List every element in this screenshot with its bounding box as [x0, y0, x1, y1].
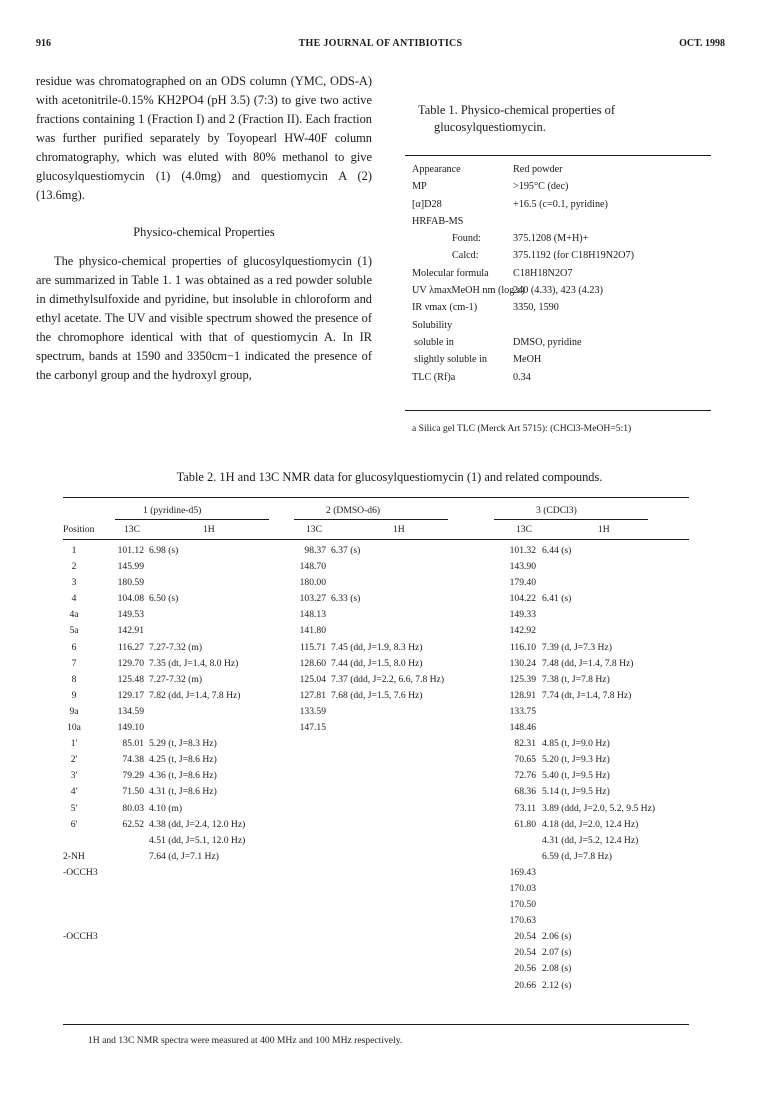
- table1-row: [412, 354, 712, 371]
- h1-cell: 7.44 (dd, J=1.5, 8.0 Hz): [331, 657, 423, 669]
- position-cell: 6: [71, 641, 77, 653]
- table1-property: soluble in: [414, 336, 454, 348]
- col-13c-3: 13C: [516, 524, 532, 535]
- h1-cell: 5.14 (t, J=9.5 Hz): [542, 786, 610, 798]
- table2-row: [63, 980, 689, 996]
- table1-row: [412, 302, 712, 319]
- c13-cell: 149.33: [509, 609, 536, 621]
- c13-cell: 129.70: [117, 657, 144, 669]
- table2-row: [63, 690, 689, 706]
- h1-cell: 4.51 (dd, J=5.1, 12.0 Hz): [149, 834, 246, 846]
- table1-property: TLC (Rf)a: [412, 371, 456, 383]
- h1-cell: 2.06 (s): [542, 931, 572, 943]
- table2-bottom-rule: [63, 1024, 689, 1025]
- table2-row: [63, 803, 689, 819]
- table1-footnote: a Silica gel TLC (Merck Art 5715): (CHCl3-MeOH=5:1): [412, 423, 632, 434]
- position-cell: 1: [71, 545, 77, 556]
- table1-value: Red powder: [513, 164, 563, 175]
- c13-cell: 20.54: [514, 931, 536, 943]
- h1-cell: 7.38 (t, J=7.8 Hz): [542, 673, 610, 685]
- col-position: Position: [63, 524, 95, 535]
- table2-row: [63, 819, 689, 835]
- c13-cell: 179.40: [509, 577, 536, 589]
- h1-cell: 4.10 (m): [149, 802, 183, 814]
- table2-row: [63, 931, 689, 947]
- c13-cell: 101.32: [509, 545, 536, 556]
- table1-property: HRFAB-MS: [412, 215, 464, 227]
- c13-cell: 116.10: [509, 641, 536, 653]
- table1-property: Appearance: [412, 164, 461, 175]
- table1-value: 375.1208 (M+H)+: [513, 233, 589, 245]
- table2-row: [63, 722, 689, 738]
- c13-cell: 145.99: [117, 561, 144, 573]
- table2-row: [63, 609, 689, 625]
- c13-cell: 180.00: [299, 577, 326, 589]
- col-1h-3: 1H: [598, 524, 610, 535]
- table2-caption: Table 2. 1H and 13C NMR data for glucosylquestiomycin (1) and related compounds.: [176, 470, 603, 484]
- table1-value: DMSO, pyridine: [513, 336, 582, 348]
- section-heading: Physico-chemical Properties: [133, 225, 275, 239]
- position-cell: 6': [70, 818, 78, 830]
- table2-row: [63, 642, 689, 658]
- table2-row: [63, 899, 689, 915]
- c13-cell: 71.50: [122, 786, 144, 798]
- c13-cell: 125.48: [117, 673, 144, 685]
- table1-property: UV λmaxMeOH nm (log ε): [412, 285, 525, 297]
- table1-top-rule: [405, 155, 711, 156]
- table2-row: [63, 867, 689, 883]
- c13-cell: 116.27: [117, 641, 144, 653]
- h1-cell: 4.25 (t, J=8.6 Hz): [149, 754, 217, 766]
- c13-cell: 101.12: [117, 545, 144, 556]
- position-cell: 10a: [67, 722, 81, 734]
- table2-row: [63, 561, 689, 577]
- table2-group-1-rule: [115, 519, 269, 520]
- h1-cell: 6.44 (s): [542, 545, 572, 556]
- c13-cell: 128.91: [509, 689, 536, 701]
- c13-cell: 68.36: [514, 786, 536, 798]
- table1-value: >195°C (dec): [513, 181, 569, 193]
- h1-cell: 7.82 (dd, J=1.4, 7.8 Hz): [149, 689, 241, 701]
- issue-date: OCT. 1998: [679, 38, 725, 49]
- table1-value: +16.5 (c=0.1, pyridine): [513, 198, 608, 210]
- h1-cell: 7.74 (dt, J=1.4, 7.8 Hz): [542, 689, 632, 701]
- running-header: [36, 38, 725, 56]
- position-cell: 5': [70, 802, 78, 814]
- h1-cell: 6.33 (s): [331, 593, 361, 605]
- journal-title: THE JOURNAL OF ANTIBIOTICS: [298, 38, 463, 49]
- c13-cell: 127.81: [299, 689, 326, 701]
- h1-cell: 6.98 (s): [149, 545, 179, 556]
- table1-row: [412, 216, 712, 233]
- h1-cell: 5.40 (t, J=9.5 Hz): [542, 770, 610, 782]
- c13-cell: 20.54: [514, 947, 536, 959]
- h1-cell: 5.29 (t, J=8.3 Hz): [149, 738, 217, 750]
- table2-row: [63, 770, 689, 786]
- h1-cell: 7.39 (d, J=7.3 Hz): [542, 641, 612, 653]
- h1-cell: 7.27-7.32 (m): [149, 673, 203, 685]
- h1-cell: 2.08 (s): [542, 963, 572, 975]
- h1-cell: 4.31 (dd, J=5.2, 12.4 Hz): [542, 834, 639, 846]
- c13-cell: 80.03: [122, 802, 144, 814]
- table1-row: [412, 268, 712, 285]
- c13-cell: 133.59: [299, 705, 326, 717]
- table2-row: [63, 963, 689, 979]
- c13-cell: 147.15: [299, 722, 326, 734]
- table2-row: [63, 883, 689, 899]
- table1-caption-line2: glucosylquestiomycin.: [434, 120, 546, 134]
- table2-group-3: 3 (CDCl3): [536, 505, 577, 516]
- table1-row: [412, 337, 712, 354]
- c13-cell: 70.65: [514, 754, 536, 766]
- h1-cell: 6.37 (s): [331, 545, 361, 556]
- position-cell: 4: [71, 593, 77, 605]
- table2-row: [63, 915, 689, 931]
- table2-group-1: 1 (pyridine-d5): [143, 505, 202, 516]
- position-cell: 5a: [69, 625, 79, 637]
- col-1h-2: 1H: [393, 524, 405, 535]
- table1-caption-line1: Table 1. Physico-chemical properties of: [418, 103, 615, 117]
- c13-cell: 142.91: [117, 625, 144, 637]
- table2-row: [63, 786, 689, 802]
- table1-row: [412, 250, 712, 267]
- h1-cell: 6.50 (s): [149, 593, 179, 605]
- c13-cell: 128.60: [299, 657, 326, 669]
- position-cell: 2-NH: [63, 850, 85, 862]
- table1-row: [412, 181, 712, 198]
- table2-row: [63, 625, 689, 641]
- table1-row: [412, 199, 712, 216]
- table1-row: [412, 164, 712, 181]
- table2-top-rule: [63, 497, 689, 498]
- table2-body: [63, 545, 689, 996]
- c13-cell: 129.17: [117, 689, 144, 701]
- c13-cell: 143.90: [509, 561, 536, 573]
- h1-cell: 2.12 (s): [542, 979, 572, 991]
- c13-cell: 148.13: [299, 609, 326, 621]
- h1-cell: 7.37 (ddd, J=2.2, 6.6, 7.8 Hz): [331, 673, 445, 685]
- h1-cell: 6.41 (s): [542, 593, 572, 605]
- c13-cell: 125.04: [299, 673, 326, 685]
- position-cell: 9a: [69, 705, 79, 717]
- table1-value: 3350, 1590: [513, 302, 559, 314]
- c13-cell: 125.39: [509, 673, 536, 685]
- table2-row: [63, 754, 689, 770]
- position-cell: 3: [71, 577, 77, 589]
- table1-value: MeOH: [513, 354, 542, 366]
- table2-row: [63, 835, 689, 851]
- h1-cell: 4.18 (dd, J=2.0, 12.4 Hz): [542, 818, 639, 830]
- table2-group-2-rule: [294, 519, 448, 520]
- c13-cell: 180.59: [117, 577, 144, 589]
- position-cell: 4a: [69, 609, 79, 621]
- c13-cell: 170.63: [509, 915, 536, 927]
- position-cell: 1': [70, 738, 78, 750]
- col-13c-2: 13C: [306, 524, 322, 535]
- table2-row: [63, 577, 689, 593]
- c13-cell: 85.01: [122, 738, 144, 750]
- table1-property: slightly soluble in: [414, 354, 488, 366]
- h1-cell: 7.64 (d, J=7.1 Hz): [149, 850, 219, 862]
- c13-cell: 20.66: [514, 979, 536, 991]
- position-cell: 2': [70, 754, 78, 766]
- c13-cell: 133.75: [509, 705, 536, 717]
- table1-caption: [418, 102, 718, 136]
- c13-cell: 115.71: [299, 641, 326, 653]
- c13-cell: 72.76: [514, 770, 536, 782]
- c13-cell: 82.31: [514, 738, 536, 750]
- body-paragraph-1: residue was chromatographed on an ODS column (YMC, ODS-A) with acetonitrile-0.15% KH2PO4 (pH 3.5) (7:3) to give two active fractions containing 1 (Fraction I) and 2 (Fraction II). Each fraction was further purified separately by Toyopearl HW-40F column chromatography, which was eluted with 80% methanol to give glucosylquestiomycin (1) (4.0mg) and questiomycin A (2) (13.6mg).: [36, 74, 372, 202]
- position-cell: 3': [70, 770, 78, 782]
- table2-row: [63, 947, 689, 963]
- h1-cell: 4.38 (dd, J=2.4, 12.0 Hz): [149, 818, 246, 830]
- c13-cell: 170.03: [509, 882, 536, 894]
- c13-cell: 79.29: [122, 770, 144, 782]
- table1-row: [412, 285, 712, 302]
- table1-value: 375.1192 (for C18H19N2O7): [513, 250, 635, 262]
- table2-group-2: 2 (DMSO-d6): [326, 505, 381, 516]
- position-cell: -OCCH3: [63, 866, 98, 878]
- c13-cell: 61.80: [514, 818, 536, 830]
- table2-row: [63, 706, 689, 722]
- h1-cell: 7.35 (dt, J=1.4, 8.0 Hz): [149, 657, 239, 669]
- table1-property: Solubility: [412, 319, 453, 331]
- table1-property: [α]D28: [412, 198, 442, 210]
- table1-body: [412, 164, 712, 389]
- table1-property: Molecular formula: [412, 267, 489, 279]
- table1-property: IR νmax (cm-1): [412, 302, 478, 314]
- h1-cell: 7.45 (dd, J=1.9, 8.3 Hz): [331, 641, 423, 653]
- c13-cell: 104.08: [117, 593, 144, 605]
- c13-cell: 148.70: [299, 561, 326, 573]
- h1-cell: 3.89 (ddd, J=2.0, 5.2, 9.5 Hz): [542, 802, 656, 814]
- h1-cell: 7.27-7.32 (m): [149, 641, 203, 653]
- position-cell: -OCCH3: [63, 931, 98, 943]
- body-paragraph-2: The physico-chemical properties of glucosylquestiomycin (1) are summarized in Table 1. 1 was obtained as a red powder soluble in dimethylsulfoxide and pyridine, but insoluble in chloroform and ethyl acetate. The UV and visible spectrum showed the presence of the chromophore identical with that of questiomycin A. In IR spectrum, bands at 1590 and 3350cm−1 indicated the presence of the carbonyl group and the hydroxyl group,: [36, 254, 372, 382]
- col-13c-1: 13C: [124, 524, 140, 535]
- table2-row: [63, 851, 689, 867]
- table2-row: [63, 674, 689, 690]
- table1-row: [412, 372, 712, 389]
- c13-cell: 74.38: [122, 754, 144, 766]
- table1-bottom-rule: [405, 410, 711, 411]
- c13-cell: 103.27: [299, 593, 326, 605]
- h1-cell: 7.48 (dd, J=1.4, 7.8 Hz): [542, 657, 634, 669]
- c13-cell: 169.43: [509, 866, 536, 878]
- table2-group-3-rule: [494, 519, 648, 520]
- c13-cell: 142.92: [509, 625, 536, 637]
- table2-row: [63, 738, 689, 754]
- c13-cell: 130.24: [509, 657, 536, 669]
- c13-cell: 73.11: [514, 802, 536, 814]
- c13-cell: 62.52: [122, 818, 144, 830]
- c13-cell: 148.46: [509, 722, 536, 734]
- table2-row: [63, 545, 689, 561]
- position-cell: 8: [71, 673, 77, 685]
- table1-value: C18H18N2O7: [513, 267, 573, 279]
- h1-cell: 6.59 (d, J=7.8 Hz): [542, 850, 612, 862]
- table1-value: 0.34: [513, 371, 531, 383]
- table1-property: MP: [412, 181, 427, 193]
- h1-cell: 2.07 (s): [542, 947, 572, 959]
- body-column: [36, 72, 372, 385]
- position-cell: 2: [71, 561, 77, 573]
- c13-cell: 134.59: [117, 705, 144, 717]
- c13-cell: 98.37: [304, 545, 326, 556]
- h1-cell: 4.85 (t, J=9.0 Hz): [542, 738, 610, 750]
- table1-property: Found:: [452, 233, 481, 245]
- position-cell: 7: [71, 657, 77, 669]
- position-cell: 4': [70, 786, 78, 798]
- position-cell: 9: [71, 689, 77, 701]
- table1-row: [412, 233, 712, 250]
- table2-row: [63, 593, 689, 609]
- table1-value: 240 (4.33), 423 (4.23): [513, 285, 603, 297]
- c13-cell: 170.50: [509, 899, 536, 911]
- c13-cell: 20.56: [514, 963, 536, 975]
- c13-cell: 149.53: [117, 609, 144, 621]
- h1-cell: 4.36 (t, J=8.6 Hz): [149, 770, 217, 782]
- table2-row: [63, 658, 689, 674]
- h1-cell: 5.20 (t, J=9.3 Hz): [542, 754, 610, 766]
- c13-cell: 104.22: [509, 593, 536, 605]
- page-number: 916: [36, 38, 51, 49]
- h1-cell: 7.68 (dd, J=1.5, 7.6 Hz): [331, 689, 423, 701]
- h1-cell: 4.31 (t, J=8.6 Hz): [149, 786, 217, 798]
- table1-row: [412, 320, 712, 337]
- table2-footnote: 1H and 13C NMR spectra were measured at 400 MHz and 100 MHz respectively.: [88, 1035, 403, 1046]
- c13-cell: 149.10: [117, 722, 144, 734]
- table1-property: Calcd:: [452, 250, 479, 262]
- col-1h-1: 1H: [203, 524, 215, 535]
- c13-cell: 141.80: [299, 625, 326, 637]
- table2-header-rule: [63, 539, 689, 540]
